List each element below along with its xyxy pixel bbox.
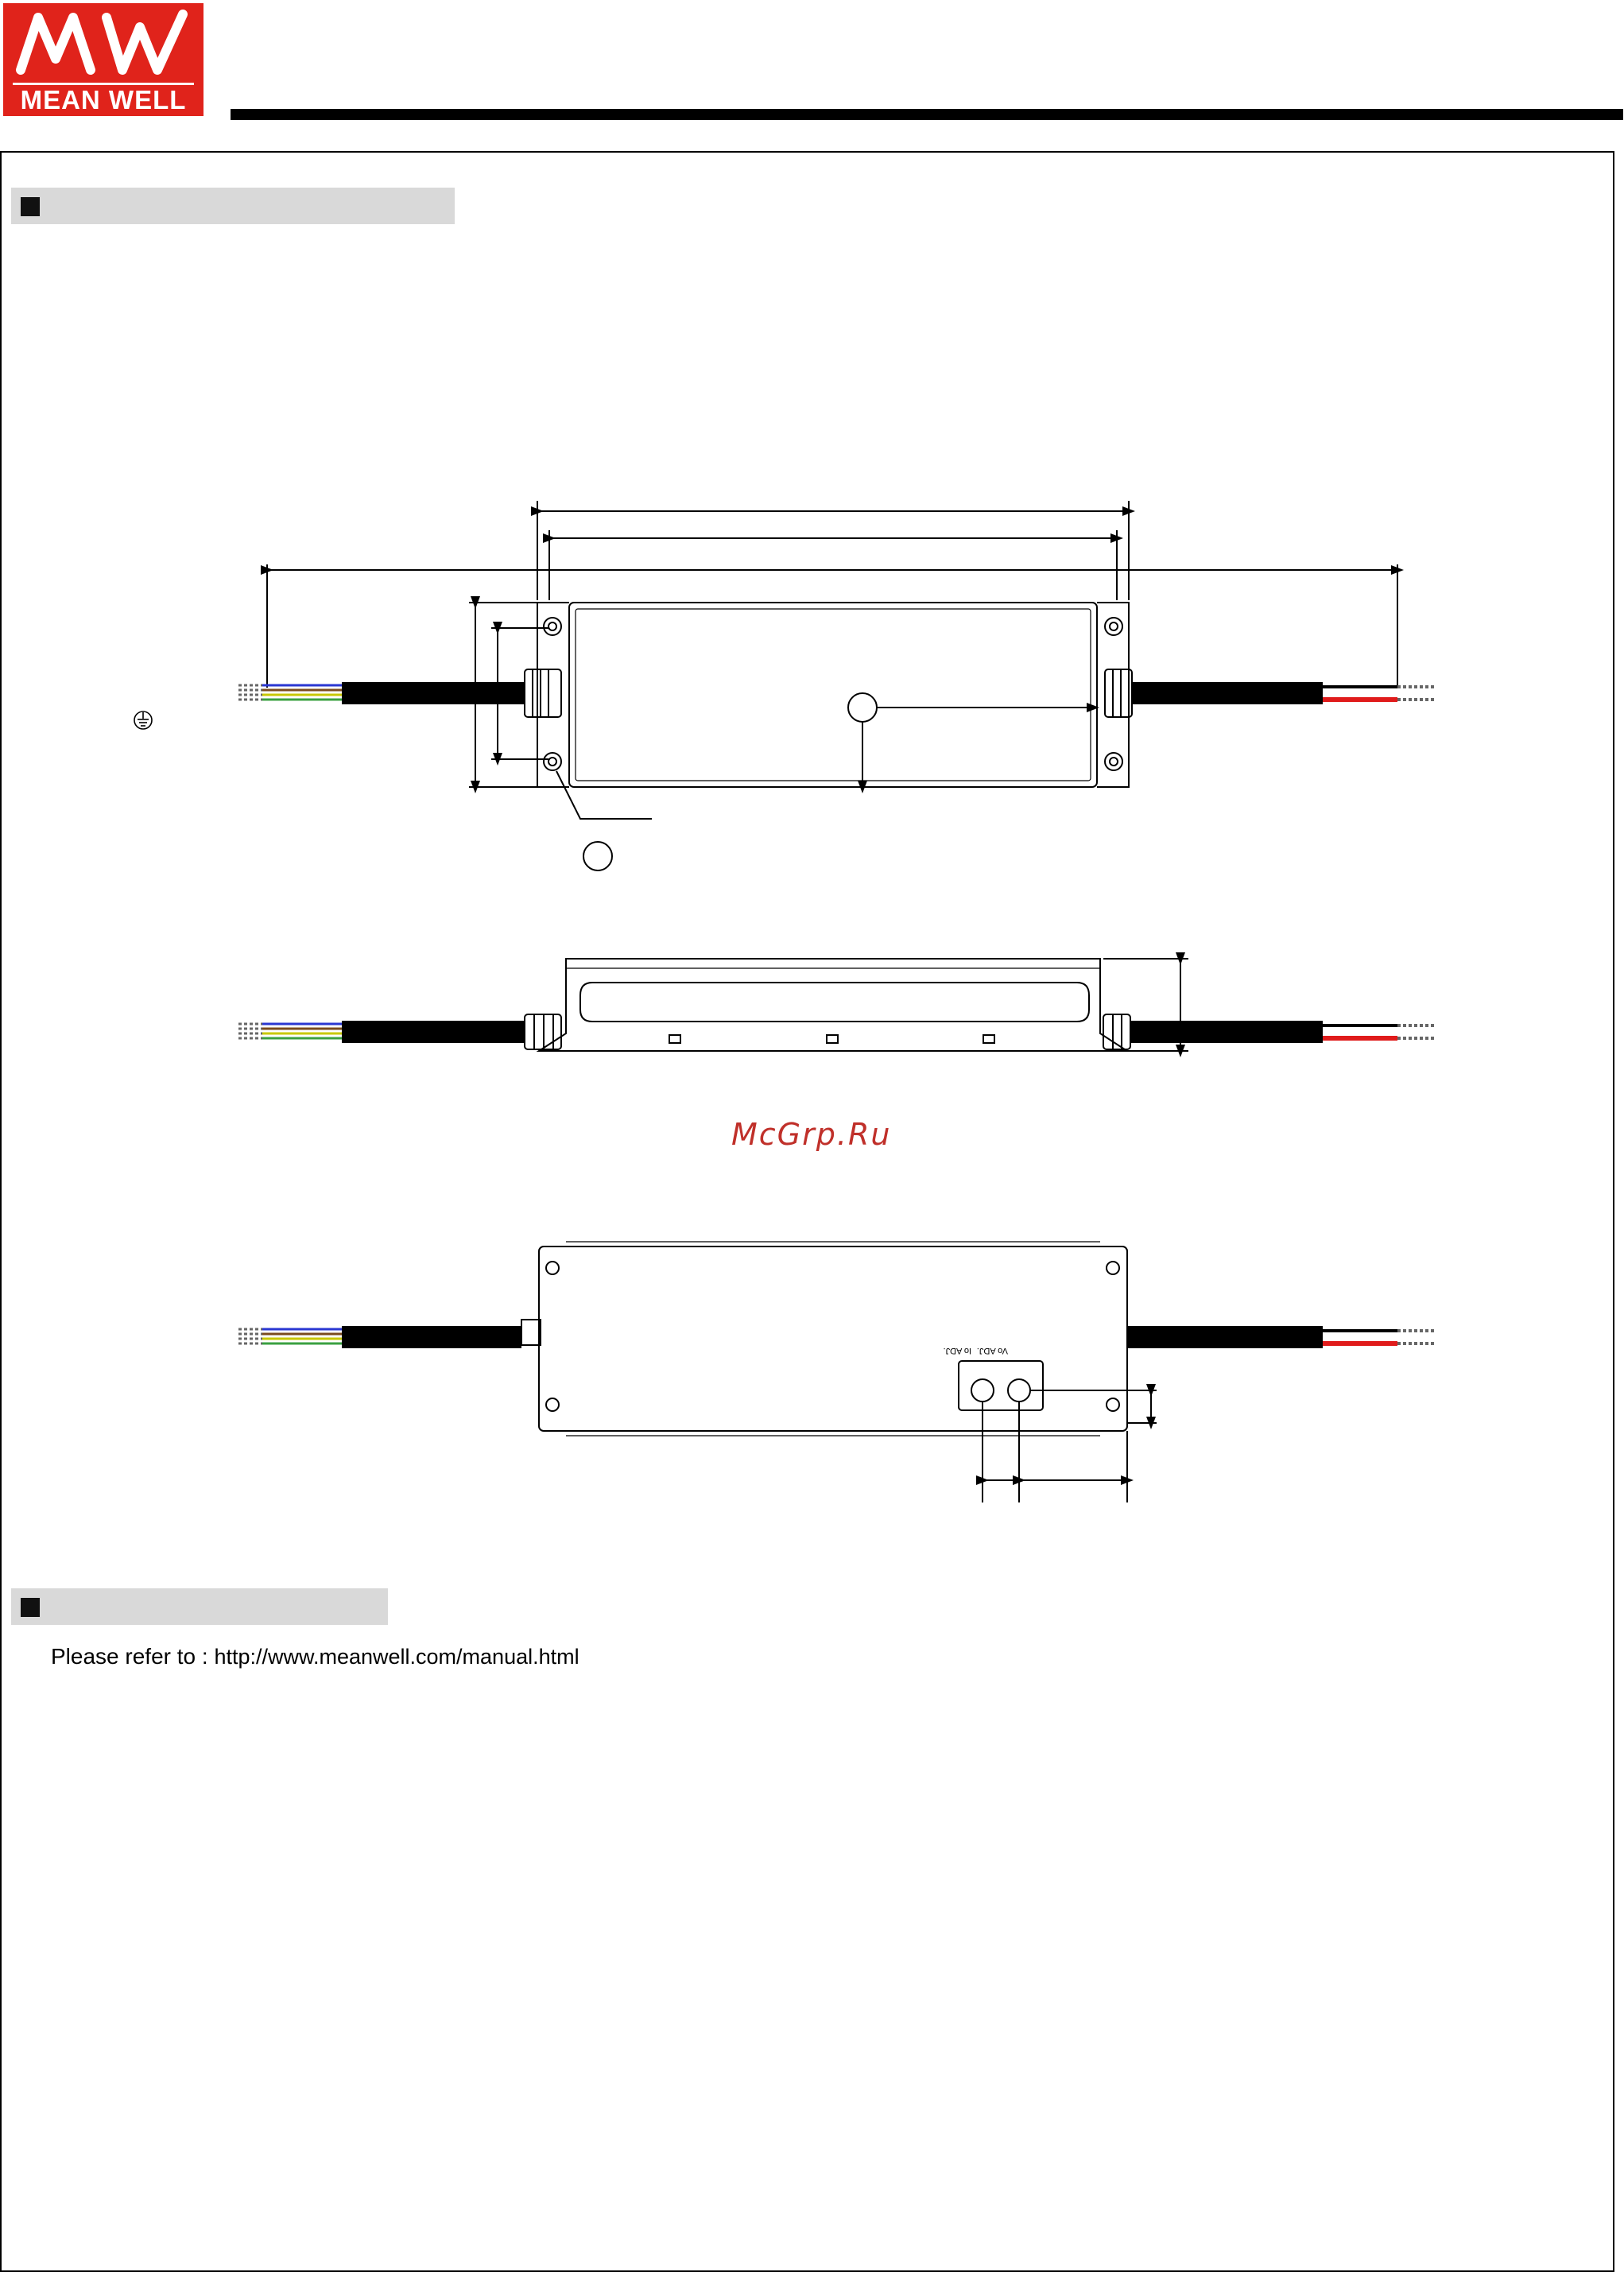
bottom-view-drawing	[521, 1242, 1157, 1502]
side-view-cables	[238, 1021, 1435, 1043]
brand-name: MEAN WELL	[13, 83, 194, 113]
adjustment-labels	[944, 1346, 1008, 1355]
manual-reference	[51, 1644, 579, 1669]
manual-prefix: Please refer to :	[51, 1644, 215, 1669]
io-adj-label: Io ADJ.	[943, 1346, 971, 1355]
bottom-view-cables	[238, 1326, 1435, 1348]
vo-adj-label: Vo ADJ.	[976, 1346, 1008, 1355]
top-view-cables	[238, 682, 1435, 704]
manual-url-link[interactable]: http://www.meanwell.com/manual.html	[214, 1645, 579, 1669]
watermark: McGrp.Ru	[731, 1117, 892, 1152]
side-view-drawing	[525, 959, 1188, 1051]
ground-symbol-icon	[134, 711, 152, 729]
